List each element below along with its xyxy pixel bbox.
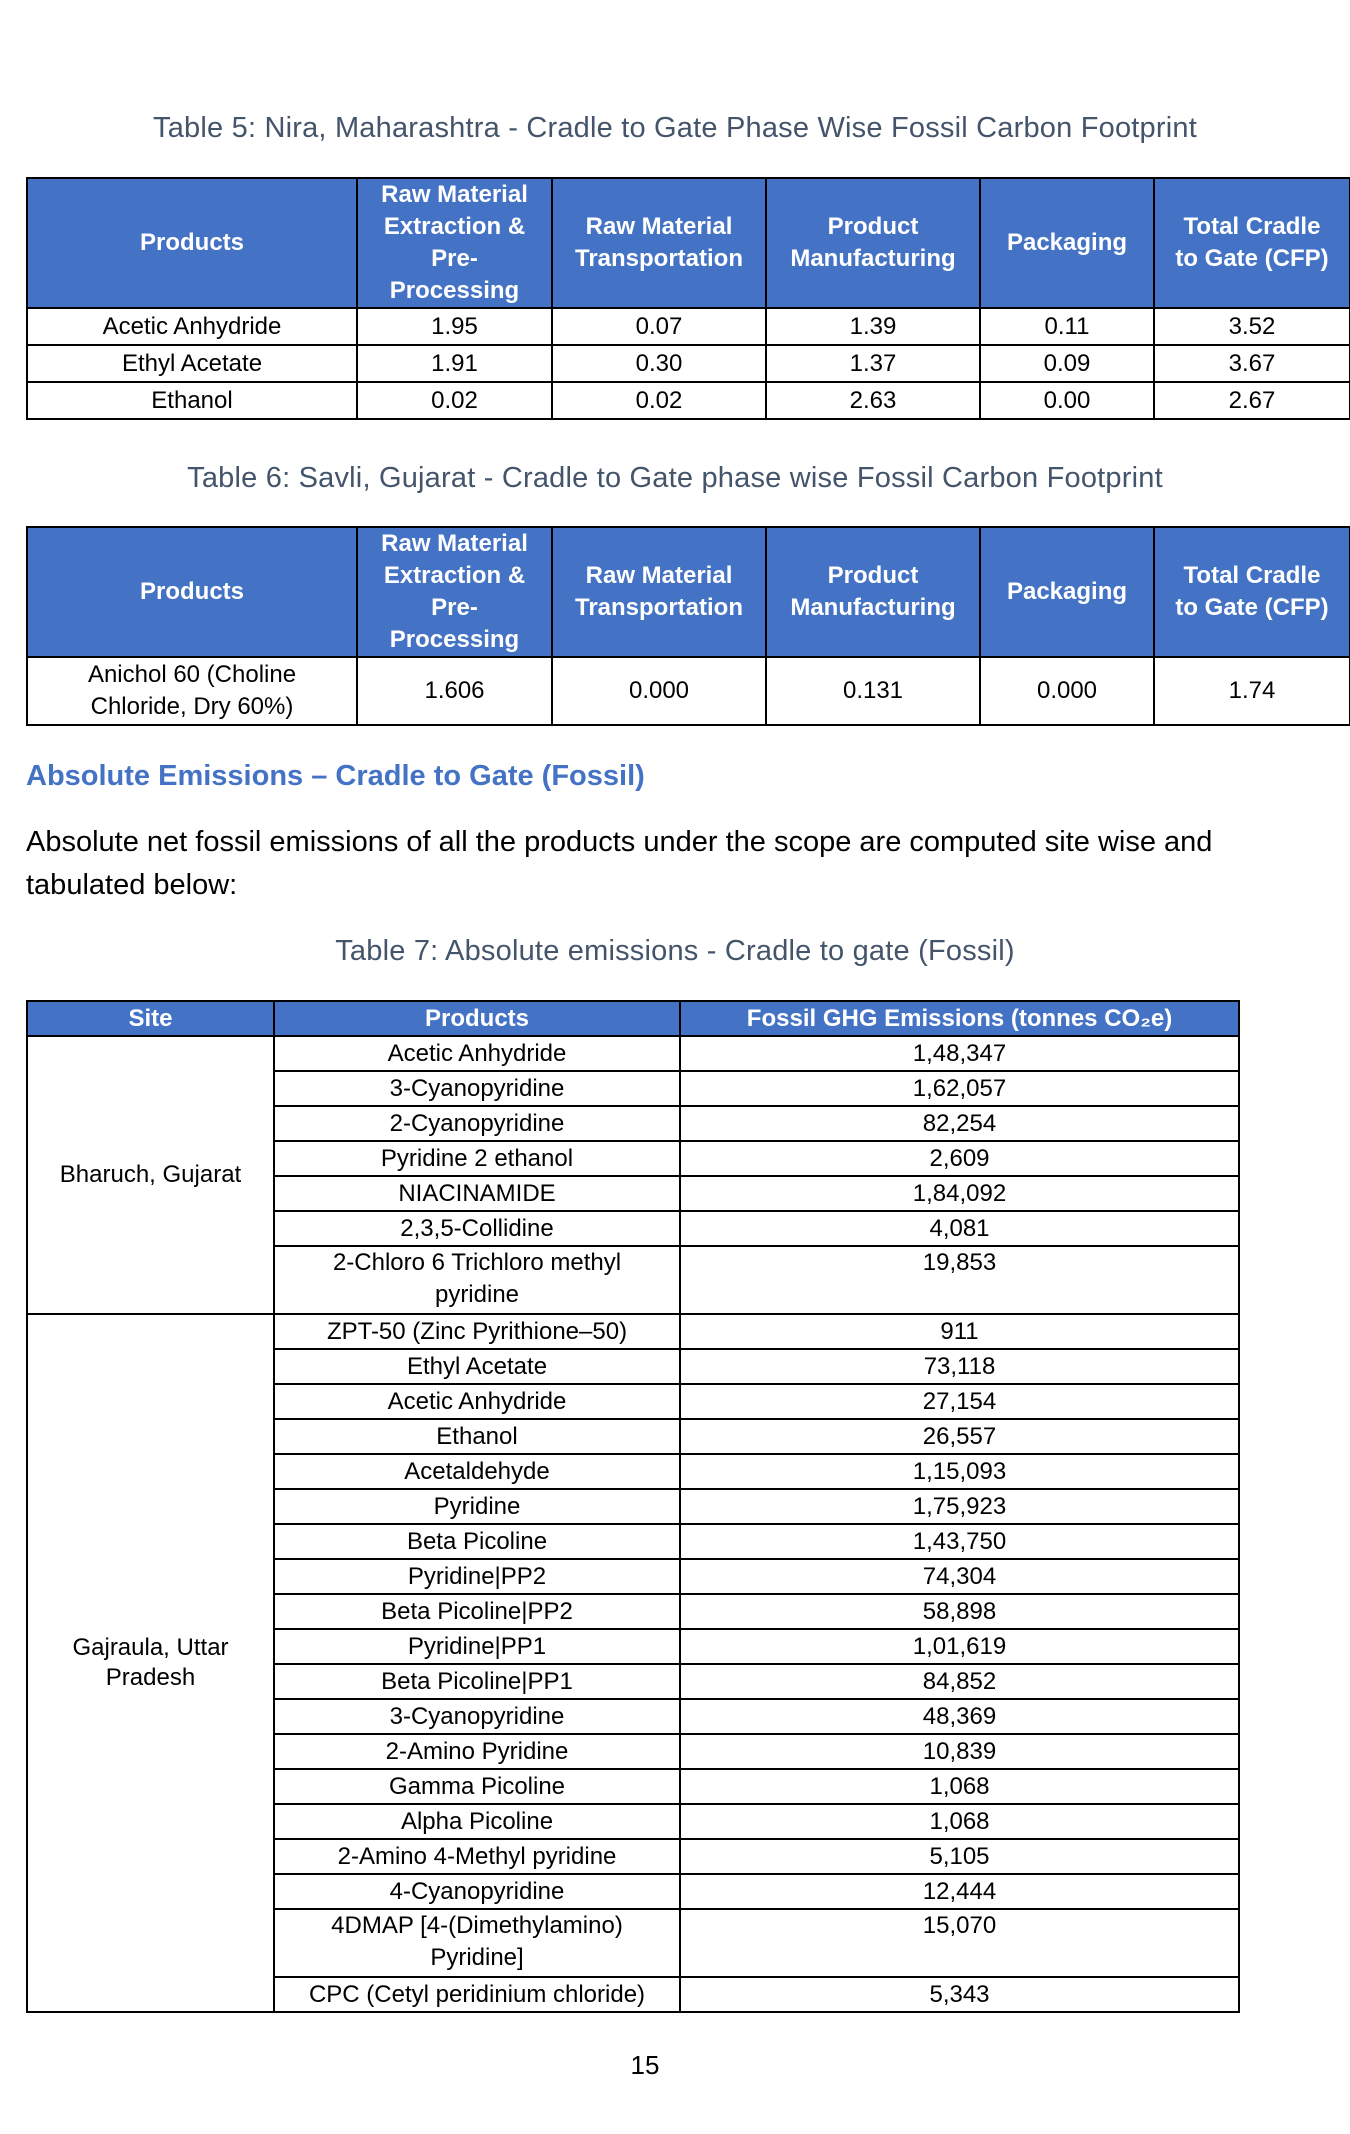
- section-paragraph: Absolute net fossil emissions of all the products under the scope are computed site wise and tabulated below:: [26, 826, 1213, 901]
- emission-value-cell: 1,43,750: [680, 1524, 1239, 1559]
- product-cell: Beta Picoline|PP1: [274, 1664, 680, 1699]
- table-cell: 1.37: [766, 345, 980, 382]
- emission-value-cell: 5,343: [680, 1977, 1239, 2012]
- table-cell: 0.02: [552, 382, 766, 419]
- product-cell: Acetic Anhydride: [274, 1384, 680, 1419]
- table-cell: 1.91: [357, 345, 552, 382]
- table7: [26, 1000, 1240, 2013]
- emission-value-cell: 58,898: [680, 1594, 1239, 1629]
- table5-header-manufacturing: Product Manufacturing: [766, 178, 980, 308]
- table5-header-products: Products: [27, 178, 357, 308]
- product-cell: NIACINAMIDE: [274, 1176, 680, 1211]
- table-row: [27, 382, 1350, 419]
- product-cell: 2-Chloro 6 Trichloro methyl pyridine: [274, 1246, 680, 1314]
- table5: [26, 177, 1350, 420]
- product-cell: Pyridine|PP2: [274, 1559, 680, 1594]
- table-row: [27, 1314, 1239, 1349]
- emission-value-cell: 1,75,923: [680, 1489, 1239, 1524]
- emission-value-cell: 27,154: [680, 1384, 1239, 1419]
- site-cell: Bharuch, Gujarat: [27, 1036, 274, 1314]
- emission-value-cell: 10,839: [680, 1734, 1239, 1769]
- product-cell: 2-Cyanopyridine: [274, 1106, 680, 1141]
- table-cell: 0.00: [980, 382, 1154, 419]
- product-cell: 2,3,5-Collidine: [274, 1211, 680, 1246]
- table-cell: 0.000: [980, 657, 1154, 725]
- product-cell: 2-Amino 4-Methyl pyridine: [274, 1839, 680, 1874]
- table6-header-raw-material: Raw Material Extraction & Pre-Processing: [357, 527, 552, 657]
- table6-caption: Table 6: Savli, Gujarat - Cradle to Gate phase wise Fossil Carbon Footprint: [187, 462, 1163, 494]
- product-cell: Gamma Picoline: [274, 1769, 680, 1804]
- product-cell: 4-Cyanopyridine: [274, 1874, 680, 1909]
- emission-value-cell: 12,444: [680, 1874, 1239, 1909]
- table-cell: Acetic Anhydride: [27, 308, 357, 345]
- table5-header-raw-material: Raw Material Extraction & Pre-Processing: [357, 178, 552, 308]
- emission-value-cell: 1,068: [680, 1769, 1239, 1804]
- table5-header-packaging: Packaging: [980, 178, 1154, 308]
- table-cell: 2.67: [1154, 382, 1350, 419]
- table-row: [27, 308, 1350, 345]
- product-cell: Ethanol: [274, 1419, 680, 1454]
- table5-header-transportation: Raw Material Transportation: [552, 178, 766, 308]
- emission-value-cell: 19,853: [680, 1246, 1239, 1314]
- emission-value-cell: 2,609: [680, 1141, 1239, 1176]
- table7-header-site: Site: [27, 1001, 274, 1036]
- product-cell: Beta Picoline|PP2: [274, 1594, 680, 1629]
- product-cell: 4DMAP [4-(Dimethylamino) Pyridine]: [274, 1909, 680, 1977]
- emission-value-cell: 1,01,619: [680, 1629, 1239, 1664]
- product-cell: 3-Cyanopyridine: [274, 1699, 680, 1734]
- product-cell: Acetaldehyde: [274, 1454, 680, 1489]
- product-cell: Beta Picoline: [274, 1524, 680, 1559]
- product-cell: Pyridine: [274, 1489, 680, 1524]
- table-cell: 0.000: [552, 657, 766, 725]
- product-cell: Pyridine|PP1: [274, 1629, 680, 1664]
- emission-value-cell: 1,62,057: [680, 1071, 1239, 1106]
- table7-header-emissions: Fossil GHG Emissions (tonnes CO₂e): [680, 1001, 1239, 1036]
- table-cell: 1.95: [357, 308, 552, 345]
- table-cell: 0.07: [552, 308, 766, 345]
- table-cell: 0.02: [357, 382, 552, 419]
- table-cell: 0.09: [980, 345, 1154, 382]
- emission-value-cell: 48,369: [680, 1699, 1239, 1734]
- emission-value-cell: 15,070: [680, 1909, 1239, 1977]
- table7-caption: Table 7: Absolute emissions - Cradle to gate (Fossil): [335, 935, 1015, 967]
- table6: [26, 526, 1350, 726]
- product-cell: 2-Amino Pyridine: [274, 1734, 680, 1769]
- emission-value-cell: 5,105: [680, 1839, 1239, 1874]
- emission-value-cell: 1,15,093: [680, 1454, 1239, 1489]
- site-cell: Gajraula, Uttar Pradesh: [27, 1314, 274, 2012]
- emission-value-cell: 84,852: [680, 1664, 1239, 1699]
- emission-value-cell: 74,304: [680, 1559, 1239, 1594]
- page-number: 15: [630, 2050, 660, 2080]
- table-cell: 0.11: [980, 308, 1154, 345]
- table5-caption: Table 5: Nira, Maharashtra - Cradle to Gate Phase Wise Fossil Carbon Footprint: [153, 112, 1197, 144]
- product-cell: ZPT-50 (Zinc Pyrithione–50): [274, 1314, 680, 1349]
- table-cell: 0.131: [766, 657, 980, 725]
- table5-header-row: [27, 178, 1350, 308]
- table-cell: 3.52: [1154, 308, 1350, 345]
- table5-header-total: Total Cradle to Gate (CFP): [1154, 178, 1350, 308]
- emission-value-cell: 1,068: [680, 1804, 1239, 1839]
- product-cell: CPC (Cetyl peridinium chloride): [274, 1977, 680, 2012]
- table-cell: Ethanol: [27, 382, 357, 419]
- product-cell: Ethyl Acetate: [274, 1349, 680, 1384]
- table6-header-products: Products: [27, 527, 357, 657]
- emission-value-cell: 4,081: [680, 1211, 1239, 1246]
- table-row: [27, 657, 1350, 725]
- section-heading: Absolute Emissions – Cradle to Gate (Fossil): [26, 760, 645, 792]
- table-cell: 3.67: [1154, 345, 1350, 382]
- table-cell: Ethyl Acetate: [27, 345, 357, 382]
- table-row: [27, 345, 1350, 382]
- emission-value-cell: 911: [680, 1314, 1239, 1349]
- product-cell: Acetic Anhydride: [274, 1036, 680, 1071]
- emission-value-cell: 1,48,347: [680, 1036, 1239, 1071]
- table-cell: 1.606: [357, 657, 552, 725]
- table-row: [27, 1036, 1239, 1071]
- table6-header-transportation: Raw Material Transportation: [552, 527, 766, 657]
- table6-header-packaging: Packaging: [980, 527, 1154, 657]
- emission-value-cell: 73,118: [680, 1349, 1239, 1384]
- table-cell: 0.30: [552, 345, 766, 382]
- table-cell: 2.63: [766, 382, 980, 419]
- table7-header-products: Products: [274, 1001, 680, 1036]
- table6-header-row: [27, 527, 1350, 657]
- emission-value-cell: 1,84,092: [680, 1176, 1239, 1211]
- product-cell: Alpha Picoline: [274, 1804, 680, 1839]
- table7-header-row: [27, 1001, 1239, 1036]
- table-cell: 1.74: [1154, 657, 1350, 725]
- table6-header-manufacturing: Product Manufacturing: [766, 527, 980, 657]
- product-cell: Pyridine 2 ethanol: [274, 1141, 680, 1176]
- emission-value-cell: 82,254: [680, 1106, 1239, 1141]
- table-cell: 1.39: [766, 308, 980, 345]
- table6-header-total: Total Cradle to Gate (CFP): [1154, 527, 1350, 657]
- emission-value-cell: 26,557: [680, 1419, 1239, 1454]
- product-cell: 3-Cyanopyridine: [274, 1071, 680, 1106]
- table-cell: Anichol 60 (Choline Chloride, Dry 60%): [27, 657, 357, 725]
